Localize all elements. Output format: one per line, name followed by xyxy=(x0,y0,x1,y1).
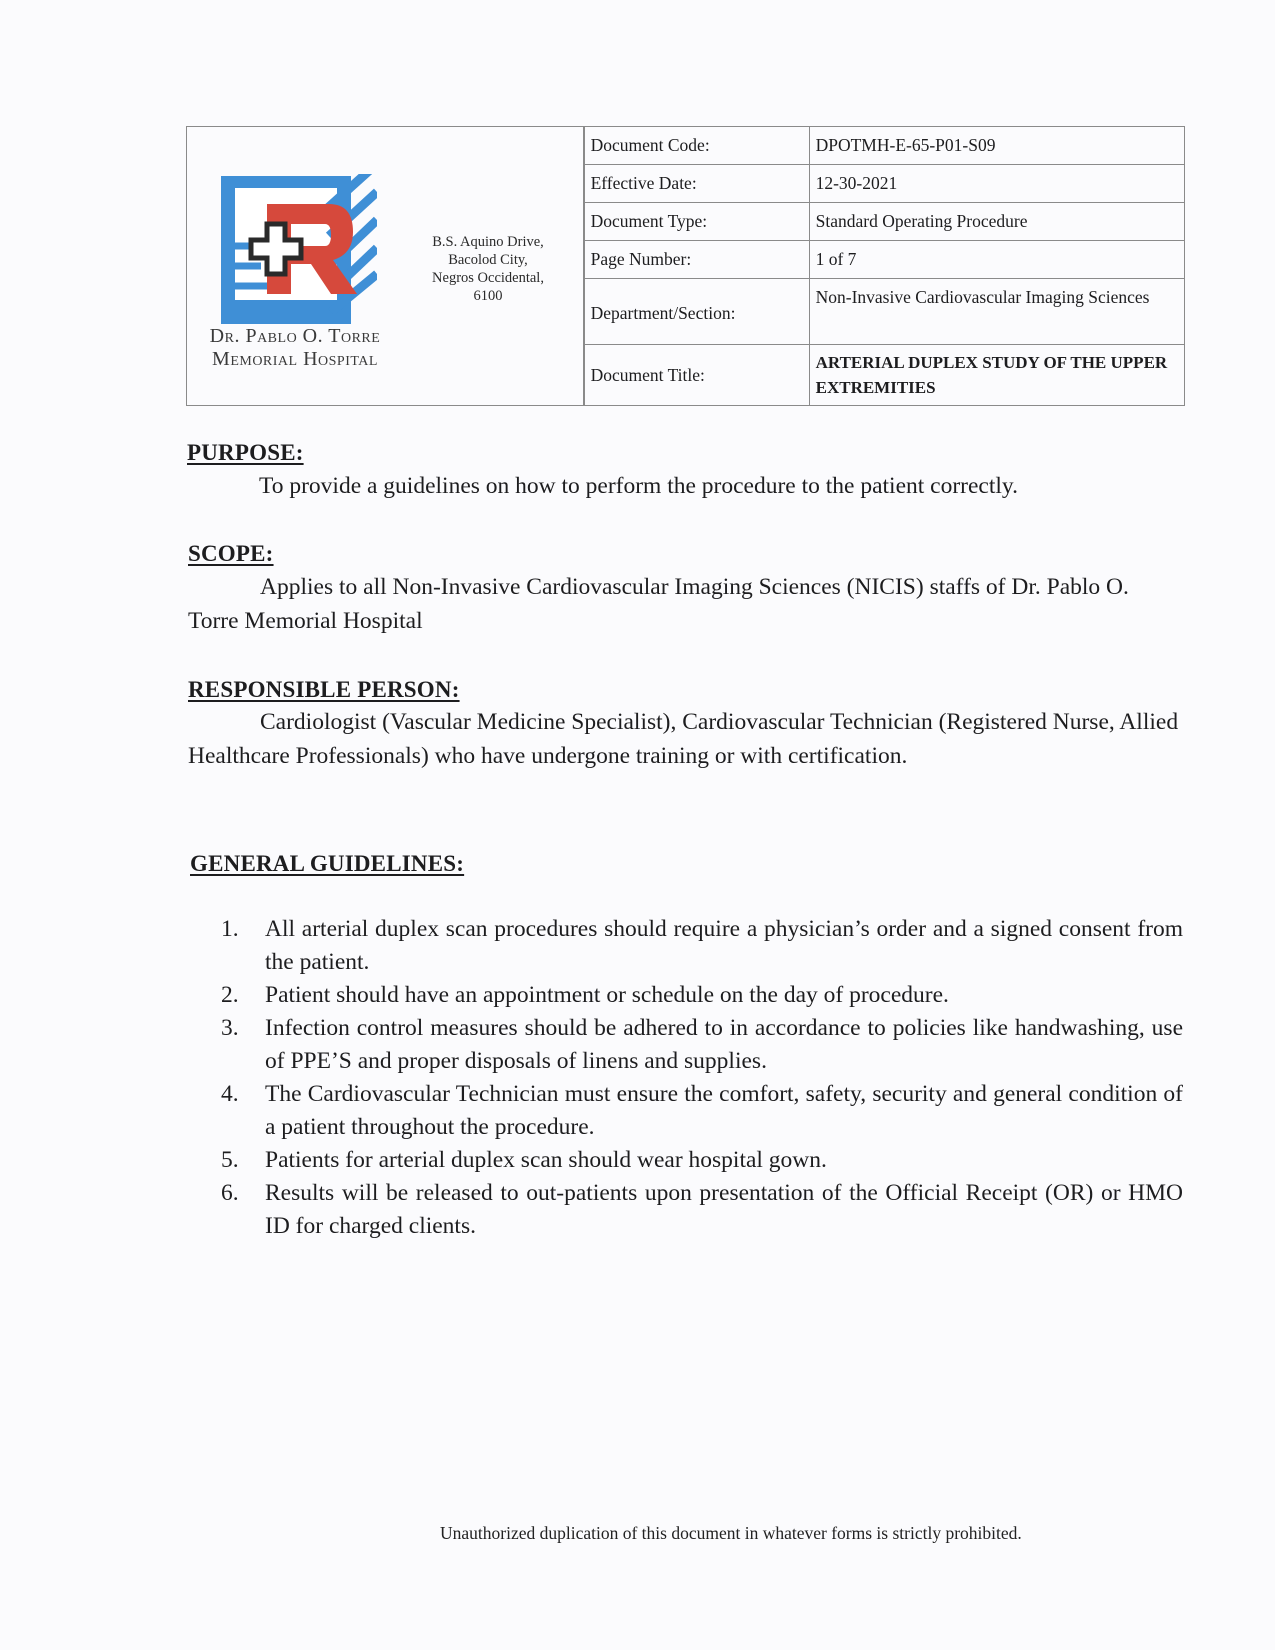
info-row-page-number xyxy=(584,241,1184,279)
list-text: Results will be released to out-patients upon presentation of the Official Receipt (OR) or HMO ID for charged clients. xyxy=(265,1180,1183,1239)
responsible-heading: RESPONSIBLE PERSON: xyxy=(188,677,460,702)
info-row-effective-date xyxy=(584,165,1184,203)
list-text: Patients for arterial duplex scan should wear hospital gown. xyxy=(265,1147,827,1173)
info-label: Document Code: xyxy=(584,127,809,165)
info-row-department xyxy=(584,279,1184,345)
scope-heading: SCOPE: xyxy=(188,541,274,566)
info-label: Page Number: xyxy=(584,241,809,279)
info-label: Department/Section: xyxy=(584,279,809,345)
guidelines-list xyxy=(221,913,1183,1243)
scope-text: Applies to all Non-Invasive Cardiovascular Imaging Sciences (NICIS) staffs of Dr. Pablo O. Torre Memorial Hospital xyxy=(188,574,1129,634)
list-item xyxy=(221,979,1183,1012)
info-value: Standard Operating Procedure xyxy=(809,203,1184,241)
info-value: 12-30-2021 xyxy=(809,165,1184,203)
address-line2: Bacolod City, xyxy=(448,252,528,268)
info-label: Document Title: xyxy=(584,345,809,406)
guidelines-heading: GENERAL GUIDELINES: xyxy=(190,851,465,876)
hospital-name xyxy=(195,325,395,371)
info-value: 1 of 7 xyxy=(809,241,1184,279)
list-text: Infection control measures should be adhered to in accordance to policies like handwashing, use of PPE’S and proper disposals of linens and supplies. xyxy=(265,1015,1183,1074)
list-number: 4. xyxy=(221,1081,239,1107)
info-row-document-title xyxy=(584,345,1184,406)
address-line1: B.S. Aquino Drive, xyxy=(432,234,544,250)
list-item xyxy=(221,1012,1183,1078)
list-item xyxy=(221,1144,1183,1177)
purpose-text: To provide a guidelines on how to perform the procedure to the patient correctly. xyxy=(259,473,1019,499)
list-number: 1. xyxy=(221,916,239,942)
hospital-identity xyxy=(187,127,584,405)
list-text: The Cardiovascular Technician must ensure the comfort, safety, security and general condition of a patient throughout the procedure. xyxy=(265,1081,1183,1140)
list-number: 3. xyxy=(221,1015,239,1041)
info-label: Document Type: xyxy=(584,203,809,241)
hospital-logo xyxy=(221,174,377,324)
info-row-document-type xyxy=(584,203,1184,241)
hospital-name-line2: Memorial Hospital xyxy=(212,348,378,370)
purpose-heading: PURPOSE: xyxy=(187,440,304,465)
list-number: 6. xyxy=(221,1180,239,1206)
list-item xyxy=(221,1078,1183,1144)
document-header xyxy=(186,126,1185,406)
document-info-table xyxy=(584,127,1184,405)
hospital-name-line1: Dr. Pablo O. Torre xyxy=(209,325,381,347)
info-value: ARTERIAL DUPLEX STUDY OF THE UPPER EXTREMITIES xyxy=(809,345,1184,406)
list-text: All arterial duplex scan procedures should require a physician’s order and a signed consent from the patient. xyxy=(265,916,1183,975)
info-value: DPOTMH-E-65-P01-S09 xyxy=(809,127,1184,165)
list-item xyxy=(221,913,1183,979)
list-number: 5. xyxy=(221,1147,239,1173)
responsible-text: Cardiologist (Vascular Medicine Specialist), Cardiovascular Technician (Registered Nurse, Allied Healthcare Professionals) who have undergone training or with certification. xyxy=(188,709,1179,769)
address-line4: 6100 xyxy=(473,288,503,303)
list-item xyxy=(221,1177,1183,1243)
info-label: Effective Date: xyxy=(584,165,809,203)
info-row-document-code xyxy=(584,127,1184,165)
hospital-address xyxy=(413,233,563,303)
footer-notice: Unauthorized duplication of this document in whatever forms is strictly prohibited. xyxy=(440,1523,1022,1543)
list-number: 2. xyxy=(221,982,239,1008)
address-line3: Negros Occidental, xyxy=(432,270,544,286)
list-text: Patient should have an appointment or schedule on the day of procedure. xyxy=(265,982,949,1008)
info-value: Non-Invasive Cardiovascular Imaging Sciences xyxy=(809,279,1184,345)
